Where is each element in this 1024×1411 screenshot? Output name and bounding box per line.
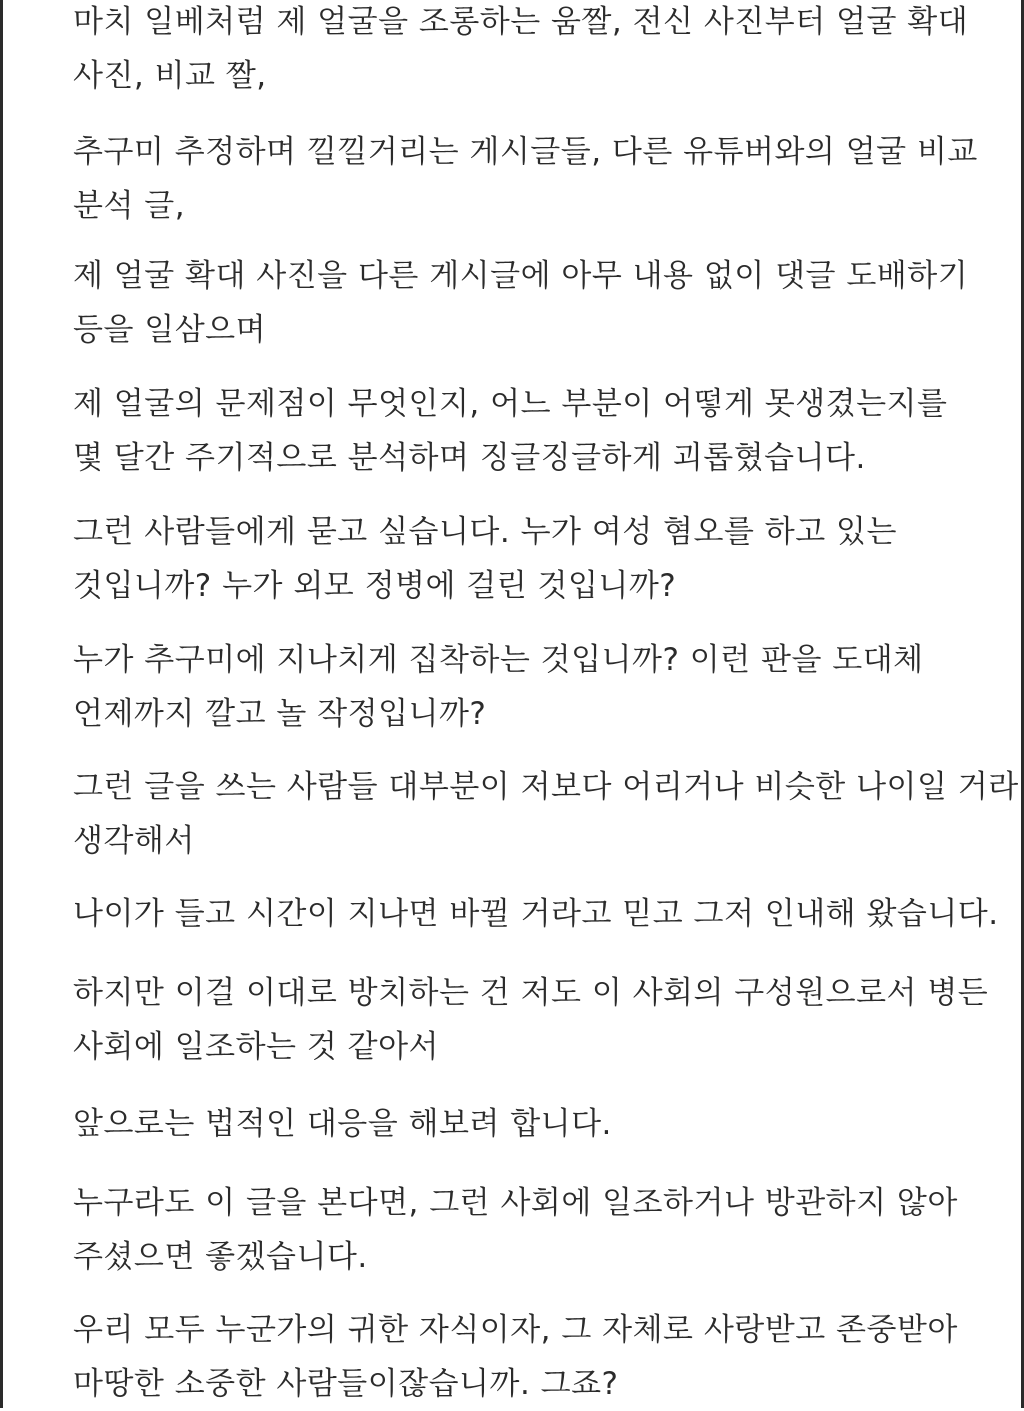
paragraph-4 [73, 377, 947, 485]
text-line: 언제까지 깔고 놀 작정입니까? [73, 696, 487, 732]
text-line: 나이가 들고 시간이 지나면 바뀔 거라고 믿고 그저 인내해 왔습니다. [73, 896, 999, 932]
text-line: 마치 일베처럼 제 얼굴을 조롱하는 움짤, 전신 사진부터 얼굴 확대 [73, 4, 969, 40]
text-line: 제 얼굴의 문제점이 무엇인지, 어느 부분이 어떻게 못생겼는지를 [73, 386, 948, 422]
paragraph-12 [73, 1303, 958, 1411]
text-line: 등을 일삼으며 [73, 312, 267, 348]
text-line: 사회에 일조하는 것 같아서 [73, 1029, 439, 1065]
text-line: 것입니까? 누가 외모 정병에 걸린 것입니까? [73, 568, 677, 604]
text-line: 주셨으면 좋겠습니다. [73, 1239, 368, 1275]
paragraph-11 [73, 1176, 958, 1284]
text-line: 그런 사람들에게 묻고 싶습니다. 누가 여성 혐오를 하고 있는 [73, 514, 897, 550]
text-line: 그런 글을 쓰는 사람들 대부분이 저보다 어리거나 비슷한 나이일 거라 [73, 769, 1019, 805]
text-line: 마땅한 소중한 사람들이잖습니까. 그죠? [73, 1366, 619, 1402]
text-line: 하지만 이걸 이대로 방치하는 건 저도 이 사회의 구성원으로서 병든 [73, 975, 989, 1011]
text-line: 우리 모두 누군가의 귀한 자식이자, 그 자체로 사랑받고 존중받아 [73, 1312, 958, 1348]
text-line: 몇 달간 주기적으로 분석하며 징글징글하게 괴롭혔습니다. [73, 440, 866, 476]
text-line: 분석 글, [73, 188, 186, 224]
paragraph-7 [73, 760, 1019, 868]
text-line: 제 얼굴 확대 사진을 다른 게시글에 아무 내용 없이 댓글 도배하기 [73, 258, 969, 294]
text-line: 생각해서 [73, 823, 195, 859]
paragraph-3 [73, 249, 968, 357]
paragraph-6 [73, 633, 924, 741]
text-line: 앞으로는 법적인 대응을 해보려 합니다. [73, 1106, 612, 1142]
paragraph-2 [73, 125, 978, 233]
text-line: 누가 추구미에 지나치게 집착하는 것입니까? 이런 판을 도대체 [73, 642, 924, 678]
paragraph-9 [73, 966, 988, 1074]
text-line: 누구라도 이 글을 본다면, 그런 사회에 일조하거나 방관하지 않아 [73, 1185, 958, 1221]
paragraph-10 [73, 1097, 612, 1151]
paragraph-8 [73, 887, 999, 941]
text-line: 추구미 추정하며 낄낄거리는 게시글들, 다른 유튜버와의 얼굴 비교 [73, 134, 978, 170]
paragraph-1 [73, 0, 968, 103]
paragraph-5 [73, 505, 897, 613]
text-line: 사진, 비교 짤, [73, 58, 267, 94]
